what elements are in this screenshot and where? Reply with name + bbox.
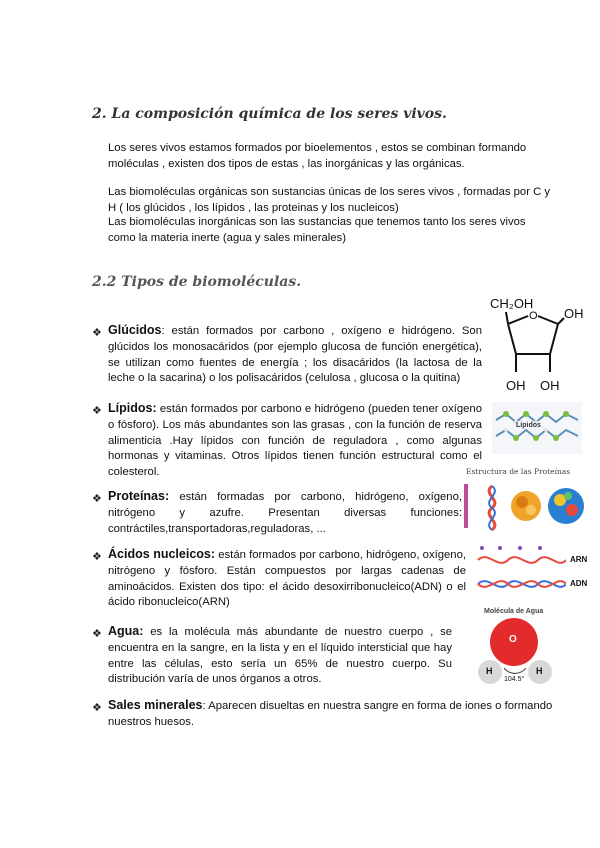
section-title: 2. La composición química de los seres vivos.	[92, 106, 447, 122]
sugar-bottom-left: OH	[506, 378, 526, 393]
item-text: están formados por carbono, hidrógeno, oxígeno, nitrógeno y fósforo. Están compuestos por largas cadenas de aminoácidos. Existen dos tipo: el ácido desoxirribonucleico(ADN) o el ácido ribonucleico(ARN)	[108, 549, 466, 609]
water-o-label: O	[509, 634, 517, 645]
bullet-icon: ❖	[92, 702, 102, 714]
water-caption: Molécula de Agua	[484, 608, 544, 615]
item-text: están formadas por carbono, hidrógeno, oxígeno, nitrógeno y azufre. Presentan diversas funciones: contráctiles,transportadoras,reguladoras, ...	[108, 491, 462, 535]
lipid-figure	[492, 402, 582, 454]
sugar-top-group: CH₂OH	[490, 296, 534, 311]
item-text: : están formados por carbono , oxígeno e hidrógeno. Son glúcidos los monosacáridos (por ejemplo glucosa de función energética), se utilizan como fuentes de energía ; los disacáridos (la lactosa de la leche o la sacarina) o los polisacáridos (celulosa , glucosa o la quitina)	[108, 325, 482, 385]
item-acidos-nucleicos	[108, 547, 466, 611]
lipid-label: Lípidos	[516, 422, 541, 429]
item-glucidos	[108, 323, 482, 387]
sugar-right-group: OH	[564, 306, 584, 321]
item-text: están formados por carbono e hidrógeno (pueden tener oxígeno o fósforo). Los más abundantes son las grasas , con la función de reserva alimenticia .Hay lípidos con función de reguladora , como algunas hormonas y vitaminas. Otros lípidos tienen función estructural como el colesterol.	[108, 403, 482, 479]
nucleic-acids-figure	[476, 544, 566, 600]
item-agua	[108, 624, 452, 688]
item-term: Glúcidos	[108, 323, 162, 337]
water-angle-label: 104.5°	[504, 676, 525, 683]
intro-paragraph-1: Los seres vivos estamos formados por bioelementos , estos se combinan formando moléculas , existen dos tipos de estas , las inorgánicas y las orgánicas.	[108, 142, 527, 170]
intro-paragraph-2: Las biomoléculas orgánicas son sustancias únicas de los seres vivos , formadas por C y H ( los glúcidos , los lípidos , las proteinas y los nucleicos)	[108, 186, 551, 214]
bullet-icon: ❖	[92, 405, 102, 417]
item-text: : Aparecen disueltas en nuestra sangre en forma de iones o formando nuestros huesos.	[108, 700, 553, 728]
protein-caption: Estructura de las Proteínas	[466, 467, 571, 476]
sugar-ring-atom: O	[529, 310, 538, 322]
dna-rna-icon	[476, 544, 566, 600]
sugar-bottom-right: OH	[540, 378, 560, 393]
bullet-icon: ❖	[92, 628, 102, 640]
item-text: es la molécula más abundante de nuestro cuerpo , se encuentra en la sangre, en la lista y en el líquido intersticial que hay entre las células, esto sería un 65% de nuestro cuerpo. Su distribución varía de unos órganos a otros.	[108, 626, 452, 686]
item-term: Proteínas:	[108, 489, 170, 503]
item-term: Sales minerales	[108, 698, 203, 712]
water-molecule-icon	[470, 618, 580, 688]
item-sales-minerales	[108, 698, 558, 731]
bullet-icon: ❖	[92, 551, 102, 563]
bullet-icon: ❖	[92, 493, 102, 505]
arn-label: ARN	[570, 555, 588, 564]
sugar-molecule-figure	[478, 292, 588, 402]
adn-label: ADN	[570, 579, 588, 588]
water-figure	[470, 618, 580, 688]
item-term: Lípidos:	[108, 401, 157, 415]
item-proteinas	[108, 489, 462, 537]
item-term: Agua:	[108, 624, 144, 638]
water-h1-label: H	[486, 666, 493, 676]
intro-paragraph-3: Las biomoléculas inorgánicas son las sustancias que tenemos tanto los seres vivos como la materia inerte (agua y sales minerales)	[108, 216, 526, 244]
protein-structure-icon	[464, 480, 588, 532]
item-term: Ácidos nucleicos:	[108, 547, 216, 561]
bullet-icon: ❖	[92, 327, 102, 339]
water-h2-label: H	[536, 666, 543, 676]
protein-figure	[464, 480, 588, 532]
subsection-title: 2.2 Tipos de biomoléculas.	[92, 274, 302, 290]
item-lipidos	[108, 401, 482, 481]
